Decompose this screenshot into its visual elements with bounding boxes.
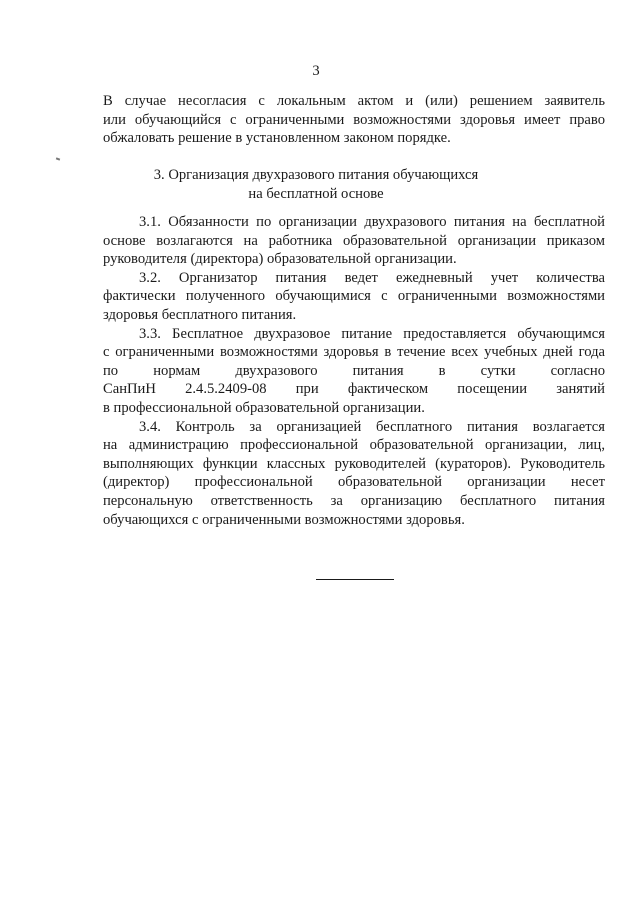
heading-line: на бесплатной основе: [248, 185, 384, 202]
text-line: СанПиН 2.4.5.2409-08 при фактическом посещении занятий: [103, 381, 605, 398]
text-line: 3.3. Бесплатное двухразовое питание предоставляется обучающимся: [139, 325, 605, 342]
text-line: здоровья бесплатного питания.: [103, 306, 297, 323]
text-line: В случае несогласия с локальным актом и (или) решением заявитель: [103, 93, 605, 109]
text-line: фактически полученного обучающимися с ограниченными возможностями: [103, 288, 605, 305]
text-line: выполняющих функции классных руководителей (кураторов). Руководитель: [103, 455, 605, 472]
paragraph-3-2: [103, 269, 605, 325]
text-line: обжаловать решение в установленном законом порядке.: [103, 130, 451, 147]
text-line: (директор) профессиональной образовательной организации несет: [103, 474, 605, 491]
text-line: или обучающийся с ограниченными возможностями здоровья имеет право: [103, 111, 605, 128]
end-of-document-rule: [316, 579, 394, 580]
text-line: в профессиональной образовательной организации.: [103, 399, 425, 416]
paragraph-3-1: [103, 213, 605, 269]
paragraph-3-4: [103, 418, 605, 530]
text-line: обучающихся с ограниченными возможностями здоровья.: [103, 511, 465, 528]
section-heading: [0, 166, 632, 203]
text-line: основе возлагаются на работника образовательной организации приказом: [103, 232, 605, 249]
text-line: 3.1. Обязанности по организации двухразового питания на бесплатной: [139, 214, 605, 230]
intro-paragraph: [103, 92, 605, 148]
paragraph-3-3: [103, 325, 605, 418]
text-line: 3.4. Контроль за организацией бесплатного питания возлагается: [139, 418, 605, 435]
text-line: по нормам двухразового питания в сутки согласно: [103, 362, 605, 379]
text-line: 3.2. Организатор питания ведет ежедневный учет количества: [139, 269, 605, 286]
scan-speck: [56, 157, 60, 160]
heading-line: 3. Организация двухразового питания обучающихся: [153, 167, 479, 183]
text-line: руководителя (директора) образовательной организации.: [103, 251, 457, 268]
text-line: на администрацию профессиональной образовательной организации, лиц,: [103, 437, 605, 454]
text-line: персональную ответственность за организацию бесплатного питания: [103, 492, 605, 509]
page-number: 3: [312, 63, 320, 79]
text-line: с ограниченными возможностями здоровья в течение всех учебных дней года: [103, 344, 605, 361]
